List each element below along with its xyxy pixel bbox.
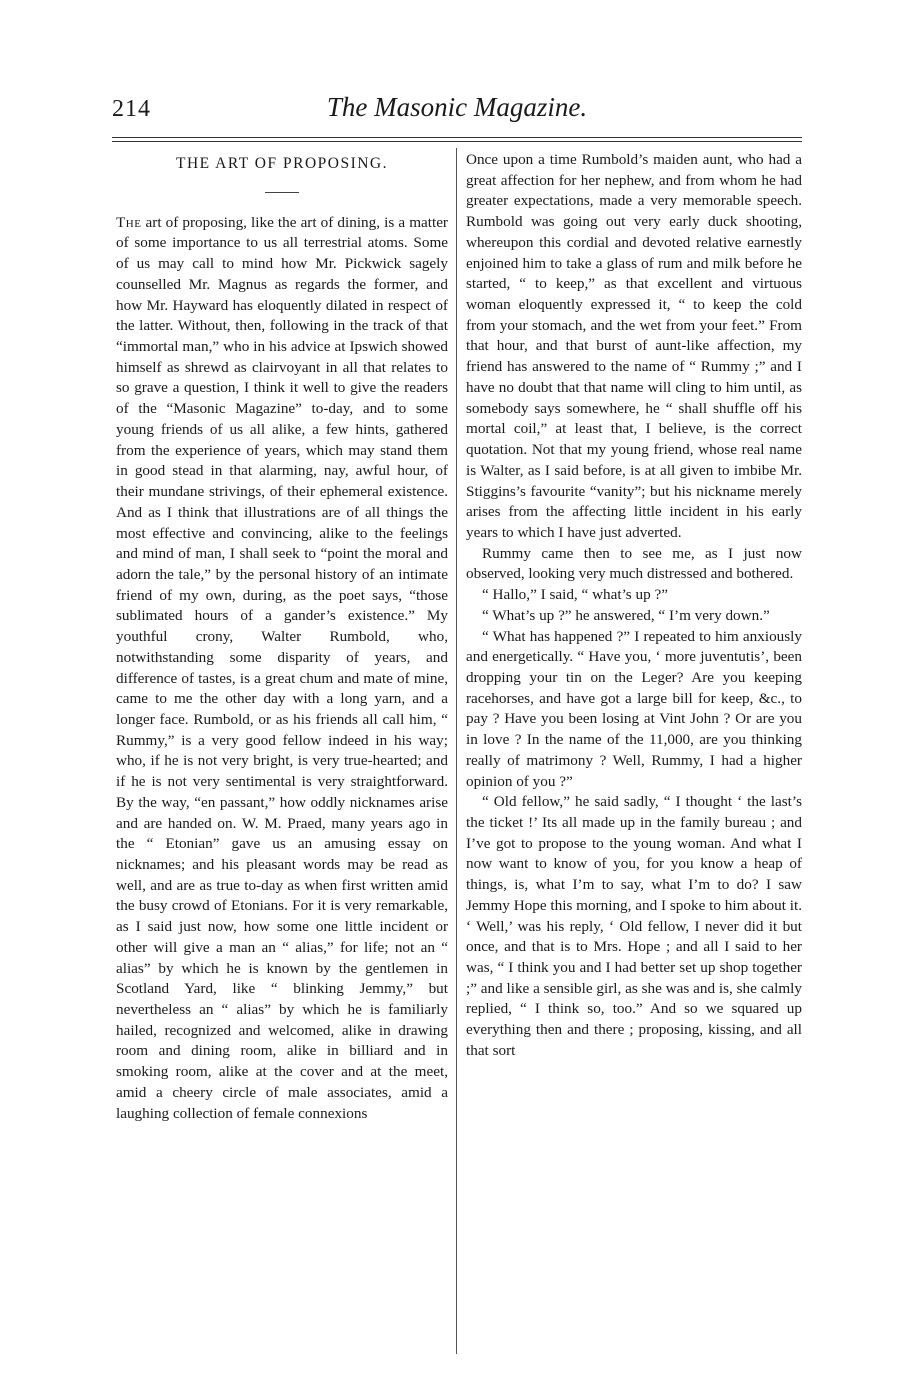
article-paragraph: “ Old fellow,” he said sadly, “ I thought ‘ the last’s the ticket !’ Its all made up in the family bureau ; and I’ve got to propose to the young woman. And what I now want to know of you, for you know a heap of things, is, what I’m to say, what I’m to do? I saw Jemmy Hope this morning, and I spoke to him about it. ‘ Well,’ was his reply, ‘ Old fellow, I never did it but once, and that is to Mrs. Hope ; and all I said to her was, “ I think you and I had better set up shop together ;” and like a sensible girl, as she was and is, she calmly replied, “ I think so, too.” And so we squared up everything then and there ; proposing, kissing, and all that sort <box>466 793 802 1059</box>
header-rule-top <box>112 137 802 138</box>
paragraph-text: art of proposing, like the art of dining, is a matter of some importance to us all terrestrial atoms. Some of us may call to mind how Mr. Pickwick sagely counselled Mr. Magnus as regards the former, and how Mr. Hayward has eloquently dilated in respect of the latter. Without, then, following in the track of that “immortal man,” who in his advice at Ipswich showed himself as shrewd as clairvoyant in all that relates to so grave a question, I think it well to give the readers of the “Masonic Magazine” to-day, and to some young friends of us all alike, a few hints, gathered from the experience of years, which may stand them in good stead in that alarming, nay, awful hour, of their mundane strivings, of their ephemeral existence. And as I think that illustrations are of all things the most effective and convincing, alike to the feelings and mind of man, I shall seek to “point the moral and adorn the tale,” by the personal history of an intimate friend of my own, during, as the poet says, “those sublimated hours of a gander’s existence.” My youthful crony, Walter Rumbold, who, notwithstanding some disparity of years, and difference of tastes, is a great chum and mate of mine, came to me the other day with a long yarn, and a longer face. Rumbold, or as his friends all call him, “ Rummy,” is a very good fellow indeed in his way; who, if he is not very bright, is very true-hearted; and if he is not very sentimental is very straightforward. By the way, “en passant,” how oddly nicknames arise and are handed on. W. M. Praed, many years ago in the “ Etonian” gave us an amusing essay on nicknames; and his pleasant words may be read as well, and are as true to-day as when first written amid the busy crowd of Etonians. For it is very remarkable, as I said just now, how some one little incident or other will give a man an “ alias,” for life; not an “ alias” by which he is known by the gentlemen in Scotland Yard, like “ blinking Jemmy,” but nevertheless an “ alias” by which he is familiarly hailed, recognized and welcomed, alike in drawing room and dining room, alike in billiard and in smoking room, alike at the cover and at the meet, amid a cheery circle of male associates, amid a laughing collection of female connexions <box>116 213 448 1122</box>
article-title: THE ART OF PROPOSING. <box>175 155 388 172</box>
header-rule-bottom <box>112 141 802 142</box>
drop-word: The <box>116 213 142 231</box>
page-number: 214 <box>112 96 151 122</box>
article-paragraph: “ Hallo,” I said, “ what’s up ?” <box>482 586 668 604</box>
article-paragraph: Once upon a time Rumbold’s maiden aunt, who had a great affection for her nephew, and from whom he had greater expectations, made a very memorable speech. Rumbold was going out very early duck shooting, whereupon this cordial and devoted relative earnestly enjoined him to take a glass of rum and milk before he started, “ to keep,” as that excellent and virtuous woman eloquently expressed it, “ to keep the cold from your stomach, and the wet from your feet.” From that hour, and that burst of aunt-like affection, my friend has answered to the name of “ Rummy ;” and I have no doubt that that name will cling to him until, as somebody says somewhere, he “ shall shuffle off his mortal coil,” at least that, I believe, is the correct quotation. Not that my young friend, whose real name is Walter, as I said before, is at all given to imbibe Mr. Stiggins’s favourite “vanity”; but his nickname merely arises from the affecting little incident in his early years to which I have just adverted. <box>466 151 802 541</box>
article-paragraph: “ What’s up ?” he answered, “ I’m very down.” <box>482 606 770 624</box>
left-column <box>116 150 448 1124</box>
article-paragraph <box>116 213 448 1125</box>
article-paragraph: Rummy came then to see me, as I just now observed, looking very much distressed and bothered. <box>466 544 802 583</box>
running-head <box>112 92 802 128</box>
column-divider <box>456 148 457 1354</box>
article-paragraph: “ What has happened ?” I repeated to him anxiously and energetically. “ Have you, ‘ more juventutis’, been dropping your tin on the Leger? Are you keeping racehorses, and have got a large bill for keep, &c., to pay ? Have you been losing at Vint John ? Or are you in love ? In the name of the 11,000, are you thinking really of matrimony ? Well, Rummy, I had a higher opinion of you ?” <box>466 627 802 790</box>
title-rule <box>265 192 299 193</box>
magazine-title: The Masonic Magazine. <box>326 92 588 122</box>
right-column <box>466 150 802 1062</box>
